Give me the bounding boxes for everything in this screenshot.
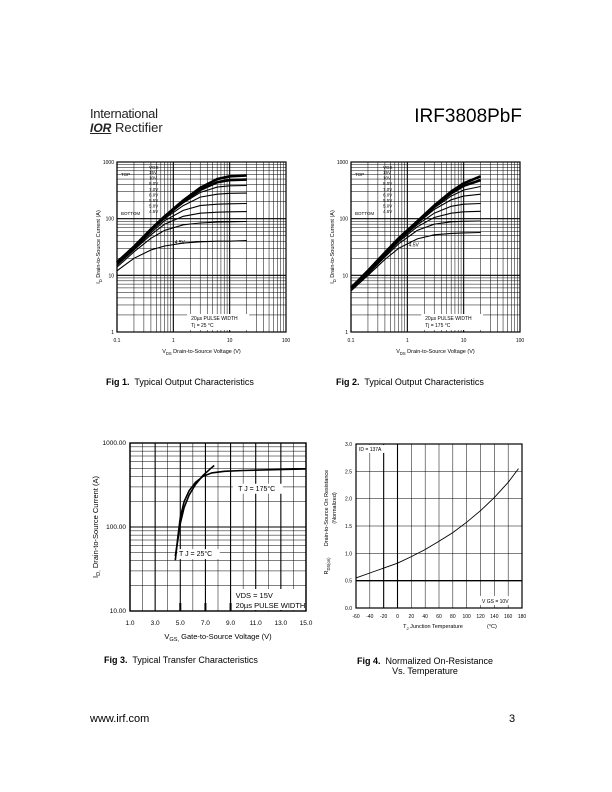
fig1-xlabel: $V_{DS}$ Drain-to-Source Voltage (V) — [162, 349, 241, 356]
fig1-ytick: 100 — [105, 216, 114, 223]
fig3-label-tj25: T J = 25°C — [179, 551, 213, 559]
fig2-ytick: 1 — [345, 330, 348, 336]
fig3-xtick: 7.0 — [200, 620, 210, 627]
fig1-legend-entry: 4.5V — [149, 209, 159, 215]
fig4-ytick: 2.5 — [345, 469, 352, 476]
fig2-xtick: 10 — [460, 338, 467, 344]
fig4-ytick: 1.5 — [345, 524, 352, 530]
fig1-legend-entry: 5.0V — [149, 203, 159, 209]
fig2-legend-entry: 15V — [383, 170, 392, 175]
fig2-legend-entry: 7.0V — [383, 186, 393, 192]
fig2-xtick: 100 — [515, 338, 525, 344]
fig2-note-pulse: 20µs PULSE WIDTH — [425, 316, 472, 322]
fig2-chart — [324, 152, 544, 364]
fig2-legend-top: TOP — [355, 172, 365, 177]
fig2-caption-text: Typical Output Characteristics — [364, 377, 484, 387]
fig1-legend-entry: 15V — [149, 170, 158, 175]
part-number: IRF3808PbF — [414, 106, 522, 127]
fig1-caption-num: Fig 1. — [106, 377, 130, 387]
fig2-xlabel: $V_{DS}$ Drain-to-Source Voltage (V) — [396, 349, 475, 356]
fig4-note-id: ID = 137A — [359, 447, 382, 453]
fig4-xtick: 60 — [436, 614, 442, 620]
fig3-caption-text: Typical Transfer Characteristics — [132, 655, 258, 665]
fig2-legend-entry: 10V — [383, 175, 392, 181]
fig3-xtick: 9.0 — [226, 620, 236, 627]
fig4-note-vgs: V GS = 10V — [482, 599, 509, 605]
fig2-ylabel: $I_D$ Drain-to-Source Current (A) — [330, 210, 337, 284]
company-name-line2 — [90, 121, 163, 135]
fig2-legend-entry: 5.0V — [383, 203, 393, 209]
fig4-ylabel-sym: $R_{DS(on)}$ — [324, 557, 331, 575]
fig4-xtick: 0 — [396, 614, 399, 620]
ior-logo-icon: IOR — [90, 121, 112, 135]
fig1-legend-top: TOP — [121, 172, 131, 177]
fig3-ytick: 10.00 — [109, 608, 126, 615]
fig4-xtick: 40 — [422, 614, 428, 620]
fig4-xtick: 120 — [476, 614, 485, 620]
fig4-xtick: 140 — [490, 614, 499, 620]
fig1-legend-entry: 10V — [149, 175, 158, 181]
fig2-note-temp: Tj = 175 °C — [425, 323, 451, 329]
company-name-line1: International — [90, 106, 158, 121]
fig2-ytick: 1000 — [336, 160, 348, 166]
fig3-xtick: 11.0 — [249, 620, 262, 627]
fig1-legend-entry: 6.0V — [149, 192, 159, 198]
fig1-ytick: 1 — [111, 330, 114, 336]
fig1-legend-bottom: BOTTOM — [121, 211, 141, 216]
fig1-caption-text: Typical Output Characteristics — [134, 377, 254, 387]
fig4-chart — [316, 432, 536, 638]
fig3-note-pulse: 20µs PULSE WIDTH — [235, 601, 306, 610]
fig2-xtick: 0.1 — [347, 338, 355, 344]
fig1-ylabel: $I_D$ Drain-to-Source Current (A) — [96, 210, 103, 284]
company-rectifier: Rectifier — [114, 120, 163, 135]
fig1-xtick: 10 — [226, 338, 233, 344]
fig2-legend-entry: 5.5V — [383, 198, 393, 203]
fig1-legend-entry: 7.0V — [149, 186, 159, 192]
fig1-note-pulse: 20µs PULSE WIDTH — [191, 316, 238, 322]
fig1-caption — [106, 377, 254, 387]
fig3-series-line — [175, 469, 306, 560]
fig4-ytick: 0.5 — [345, 578, 352, 585]
fig4-xtick: 20 — [408, 614, 415, 620]
fig2-plot-frame — [351, 162, 520, 332]
fig3-caption-num: Fig 3. — [104, 655, 128, 665]
fig4-xlabel: $T_J$ Junction Temperature — [403, 624, 463, 631]
fig4-ytick: 3.0 — [345, 442, 352, 448]
fig4-xtick: -60 — [352, 614, 360, 620]
fig4-ytick: 0.0 — [345, 606, 352, 612]
fig2-ytick: 10 — [342, 273, 348, 280]
fig3-xtick: 5.0 — [175, 620, 185, 627]
company-logo — [90, 107, 163, 135]
fig4-ylabel2: (Normalized) — [332, 492, 338, 524]
fig3-xtick: 13.0 — [274, 620, 288, 627]
footer-url[interactable]: www.irf.com — [90, 713, 150, 725]
fig1-xtick: 0.1 — [113, 338, 121, 344]
fig1-legend-entry: 5.5V — [149, 198, 159, 203]
fig4-xtick: 180 — [517, 614, 527, 620]
fig1-note-temp: Tj = 25 °C — [191, 323, 214, 329]
fig4-caption-line2: Vs. Temperature — [392, 666, 458, 676]
fig4-xtick: 160 — [503, 614, 513, 620]
fig3-caption — [104, 655, 258, 665]
fig4-caption-num: Fig 4. — [356, 656, 381, 666]
fig3-xlabel: $V_{GS,}$ Gate-to-Source Voltage (V) — [164, 632, 272, 643]
fig4-caption-text: Normalized On-Resistance — [385, 656, 494, 666]
fig2-curve-label: 4.5V — [408, 242, 419, 249]
fig4-xtick: 100 — [462, 614, 471, 620]
fig1-legend-header: VGS — [149, 165, 159, 170]
fig4-caption — [346, 656, 504, 676]
fig2-caption — [336, 377, 484, 387]
page-number: 3 — [509, 713, 516, 725]
fig4-xtick: -20 — [380, 614, 388, 620]
fig4-ytick: 1.0 — [345, 551, 352, 558]
fig1-chart — [90, 152, 310, 364]
fig1-ytick: 10 — [108, 273, 114, 280]
fig1-legend-entry: 8.0V — [149, 181, 159, 187]
fig2-legend-entry: 4.5V — [383, 209, 393, 215]
fig1-ytick: 1000 — [102, 160, 114, 166]
fig3-note-vds: VDS = 15V — [235, 591, 273, 600]
fig2-legend-bottom: BOTTOM — [355, 211, 375, 216]
fig4-xunit: (°C) — [487, 624, 497, 630]
fig4-ylabel: Drain-to-Source On Resistance — [324, 469, 330, 547]
fig1-xtick: 100 — [281, 338, 291, 344]
fig4-xtick: 80 — [450, 614, 456, 620]
fig3-xtick: 3.0 — [150, 620, 160, 627]
fig3-ytick: 1000.00 — [102, 440, 126, 447]
fig2-legend-header: VGS — [383, 165, 393, 170]
fig1-xtick: 1 — [171, 338, 175, 344]
fig3-label-tj175: T J = 175°C — [238, 485, 276, 493]
fig4-xtick: -40 — [366, 614, 374, 620]
fig3-ylabel: $I_{D,}$ Drain-to-Source Current (Α) — [91, 476, 102, 578]
fig1-curve-label: 4.5V — [174, 239, 185, 246]
fig4-ytick: 2.0 — [345, 496, 352, 503]
fig2-caption-num: Fig 2. — [336, 377, 360, 387]
fig3-xtick: 15.0 — [299, 620, 313, 627]
fig2-legend-entry: 6.0V — [383, 192, 393, 198]
fig2-legend-entry: 8.0V — [383, 181, 393, 187]
fig2-xtick: 1 — [405, 338, 409, 344]
fig2-ytick: 100 — [339, 216, 348, 223]
fig3-chart — [88, 430, 320, 646]
fig3-ytick: 100.00 — [106, 524, 126, 531]
fig3-xtick: 1.0 — [125, 620, 135, 627]
